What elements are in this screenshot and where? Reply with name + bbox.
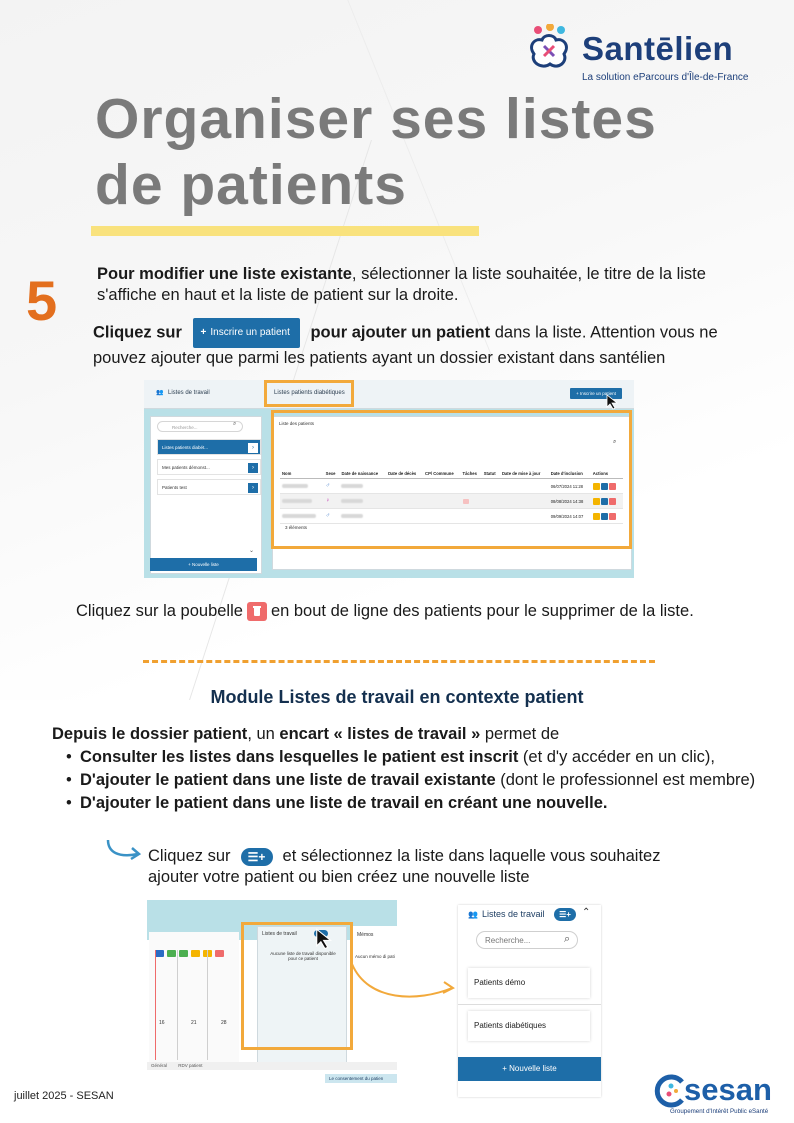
col-header: Actions bbox=[591, 456, 623, 479]
footer-date: juillet 2025 - SESAN bbox=[14, 1090, 114, 1102]
arrow-to-zoom-icon bbox=[348, 958, 460, 1008]
step-p2-bold: pour ajouter un patient bbox=[310, 323, 491, 342]
cell bbox=[482, 479, 500, 494]
task-icon bbox=[461, 494, 482, 509]
row-actions bbox=[591, 509, 623, 524]
module-intro bbox=[52, 724, 772, 745]
inscrire-patient-button[interactable] bbox=[193, 318, 300, 348]
screenshot-insert-button[interactable]: + Inscrire un patient bbox=[570, 388, 622, 399]
lock-icon[interactable] bbox=[601, 483, 608, 490]
lock-icon[interactable] bbox=[601, 513, 608, 520]
title-line-1: Organiser ses listes bbox=[95, 87, 657, 151]
module-bullets bbox=[60, 747, 780, 816]
zoomed-worklists-panel bbox=[458, 905, 601, 1097]
screenshot-search-input[interactable]: Recherche... bbox=[157, 421, 243, 432]
table-row[interactable] bbox=[280, 509, 623, 524]
step-number: 5 bbox=[26, 269, 58, 332]
inscrire-patient-label: Inscrire un patient bbox=[210, 327, 290, 338]
search-icon: ⌕ bbox=[564, 933, 571, 945]
patient-name-blurred bbox=[280, 494, 324, 509]
zoom-title: Listes de travail bbox=[482, 909, 545, 919]
santelien-logo bbox=[524, 20, 754, 90]
list-item bbox=[60, 793, 780, 814]
consent-banner[interactable]: Le consentement du patien bbox=[325, 1074, 397, 1083]
intro-bold-2: encart « listes de travail » bbox=[279, 725, 481, 743]
cell bbox=[386, 494, 423, 509]
step-p2-rest: dans la liste. Attention vous ne pouvez ajouter que parmi les patients ayant un dossier existant dans santélien bbox=[93, 323, 718, 367]
cell bbox=[461, 479, 482, 494]
cell bbox=[423, 509, 460, 524]
plus-icon: + bbox=[200, 327, 207, 338]
chevron-right-icon: › bbox=[248, 443, 258, 453]
bullet-bold: Consulter les listes dans lesquelles le patient est inscrit bbox=[80, 748, 519, 766]
step-paragraph-3 bbox=[76, 601, 791, 622]
section-divider bbox=[143, 660, 655, 663]
patient-name-blurred bbox=[280, 509, 324, 524]
bullet-bold: D'ajouter le patient dans une liste de travail en créant une nouvelle. bbox=[80, 794, 608, 812]
edit-icon[interactable] bbox=[593, 513, 600, 520]
new-list-button[interactable]: + Nouvelle liste bbox=[458, 1057, 601, 1081]
chevron-right-icon: › bbox=[248, 463, 258, 473]
santelien-logo-icon bbox=[524, 24, 576, 74]
cell bbox=[482, 509, 500, 524]
panel-title: Liste des patients bbox=[279, 421, 315, 426]
step-p3-post: en bout de ligne des patients pour le supprimer de la liste. bbox=[270, 602, 694, 620]
cell bbox=[423, 479, 460, 494]
birth-date-blurred bbox=[339, 509, 386, 524]
screenshot-list-sidebar bbox=[150, 416, 262, 574]
bullet-rest: (dont le professionnel est membre) bbox=[495, 771, 756, 789]
grid-line bbox=[207, 950, 208, 1060]
tab-general[interactable]: Général bbox=[151, 1063, 168, 1068]
toolbar-chip bbox=[215, 950, 224, 957]
screenshot-list-item[interactable] bbox=[157, 459, 261, 475]
title-line-2: de patients bbox=[95, 153, 407, 217]
patient-count: 3 éléments bbox=[285, 525, 308, 530]
cell bbox=[386, 509, 423, 524]
screenshot-list-item[interactable] bbox=[157, 479, 261, 495]
col-header: Date d'inclusion bbox=[549, 456, 591, 479]
birth-date-blurred bbox=[339, 494, 386, 509]
list-item bbox=[60, 770, 780, 791]
col-header: Date de mise à jour bbox=[500, 456, 549, 479]
module-heading: Module Listes de travail en contexte patient bbox=[210, 687, 584, 707]
screenshot-new-list-button[interactable]: + Nouvelle liste bbox=[150, 558, 257, 571]
divider bbox=[458, 1004, 601, 1005]
step-p1-rest: , sélectionner la liste souhaitée, le titre de la liste s'affiche en haut et la liste de patient sur la droite. bbox=[97, 265, 706, 304]
sesan-logo bbox=[654, 1072, 794, 1118]
chevron-up-icon[interactable]: ⌃ bbox=[582, 907, 591, 918]
list-item-label: Listes patients diabét... bbox=[162, 445, 209, 450]
memos-empty-text: Aucun mémo di pati bbox=[355, 954, 395, 959]
cell bbox=[500, 509, 549, 524]
list-item[interactable]: Patients diabétiques bbox=[468, 1011, 590, 1041]
highlight-worklists-panel bbox=[241, 922, 353, 1050]
toolbar-chip bbox=[167, 950, 176, 957]
day-label: 21 bbox=[191, 1020, 197, 1026]
search-icon[interactable]: ⌕ bbox=[613, 439, 617, 445]
search-icon: ⌕ bbox=[233, 421, 237, 427]
screenshot-topbar bbox=[144, 380, 634, 409]
cursor-icon bbox=[606, 394, 620, 410]
col-header: Sexe bbox=[324, 456, 340, 479]
day-label: 28 bbox=[221, 1020, 227, 1026]
trash-icon[interactable] bbox=[609, 513, 616, 520]
title-underline bbox=[91, 226, 479, 236]
sex-icon: ♀ bbox=[324, 494, 340, 509]
group-icon: 👥 bbox=[468, 910, 478, 919]
col-header: Statut bbox=[482, 456, 500, 479]
bullet-bold: D'ajouter le patient dans une liste de travail existante bbox=[80, 771, 496, 789]
cell bbox=[423, 494, 460, 509]
intro-rest: permet de bbox=[480, 725, 560, 743]
curved-arrow-icon bbox=[104, 838, 144, 862]
toolbar-chip bbox=[179, 950, 188, 957]
row-actions bbox=[591, 494, 623, 509]
lock-icon[interactable] bbox=[601, 498, 608, 505]
edit-icon[interactable] bbox=[593, 483, 600, 490]
list-item[interactable]: Patients démo bbox=[468, 968, 590, 998]
col-header: Date de décès bbox=[386, 456, 423, 479]
screenshot-list-editor bbox=[144, 380, 634, 578]
inclusion-date: 08/08/2024 14:38 bbox=[549, 494, 591, 509]
toolbar-chip bbox=[191, 950, 200, 957]
sex-icon: ♂ bbox=[324, 479, 340, 494]
trash-icon bbox=[247, 602, 267, 621]
add-to-list-icon: ☰+ bbox=[241, 848, 273, 866]
birth-date-blurred bbox=[339, 479, 386, 494]
toolbar-chip bbox=[155, 950, 164, 957]
list-item bbox=[60, 747, 780, 768]
step-p1-bold: Pour modifier une liste existante bbox=[97, 265, 352, 283]
cell bbox=[482, 494, 500, 509]
sex-icon: ♂ bbox=[324, 509, 340, 524]
screenshot-patient-table bbox=[280, 456, 623, 524]
list-item-label: Patients test bbox=[162, 485, 187, 490]
table-row[interactable] bbox=[280, 494, 623, 509]
day-label: 16 bbox=[159, 1020, 165, 1026]
hint-pre: Cliquez sur bbox=[148, 847, 231, 865]
intro-mid: , un bbox=[247, 725, 280, 743]
memos-title: Mémos bbox=[357, 932, 374, 938]
sesan-tagline: Groupement d'Intérêt Public eSanté bbox=[670, 1108, 769, 1115]
trash-icon[interactable] bbox=[609, 498, 616, 505]
add-to-list-button[interactable]: ☰+ bbox=[554, 908, 576, 921]
highlight-list-title bbox=[264, 380, 354, 407]
hint-rest: et sélectionnez la liste dans laquelle vous souhaitez ajouter votre patient ou bien créez une nouvelle liste bbox=[148, 847, 661, 886]
row-actions bbox=[591, 479, 623, 494]
today-line bbox=[155, 950, 156, 1060]
zoom-search-input[interactable]: Recherche... bbox=[476, 931, 578, 949]
inclusion-date: 06/07/2024 11:28 bbox=[549, 479, 591, 494]
cell bbox=[500, 494, 549, 509]
screenshot2-tabs bbox=[147, 1062, 397, 1070]
step-paragraph-1 bbox=[97, 264, 757, 306]
screenshot-left-title: Listes de travail bbox=[168, 390, 210, 396]
module-hint bbox=[148, 846, 708, 888]
list-item-label: Mes patients démonst... bbox=[162, 465, 210, 470]
chevron-right-icon: › bbox=[248, 483, 258, 493]
sesan-logo-icon bbox=[654, 1074, 688, 1108]
col-header: Nom bbox=[280, 456, 324, 479]
grid-line bbox=[177, 950, 178, 1060]
col-header: Tâches bbox=[461, 456, 482, 479]
bullet-rest: (et d'y accéder en un clic), bbox=[518, 748, 715, 766]
col-header: Date de naissance bbox=[339, 456, 386, 479]
table-row[interactable] bbox=[280, 479, 623, 494]
edit-icon[interactable] bbox=[593, 498, 600, 505]
intro-bold-1: Depuis le dossier patient bbox=[52, 725, 248, 743]
cell bbox=[461, 509, 482, 524]
step-p3-pre: Cliquez sur la poubelle bbox=[76, 602, 243, 620]
screenshot-list-title: Listes patients diabétiques bbox=[274, 390, 345, 396]
logo-tagline: La solution eParcours d'Île-de-France bbox=[582, 72, 749, 83]
tab-rdv-patient[interactable]: RDV patient bbox=[178, 1063, 203, 1068]
step-paragraph-2 bbox=[93, 318, 763, 369]
page-title bbox=[95, 86, 657, 218]
col-header: CP/ Commune bbox=[423, 456, 460, 479]
step-p2-pre: Cliquez sur bbox=[93, 323, 182, 342]
worklists-empty-text: Aucune liste de travail disponible pour ce patient bbox=[270, 951, 336, 961]
worklists-panel-title: Listes de travail bbox=[262, 931, 297, 937]
scroll-down-icon[interactable]: ⌄ bbox=[249, 548, 255, 554]
patient-name-blurred bbox=[280, 479, 324, 494]
cell bbox=[500, 479, 549, 494]
inclusion-date: 09/09/2024 14:07 bbox=[549, 509, 591, 524]
cell bbox=[386, 479, 423, 494]
trash-icon[interactable] bbox=[609, 483, 616, 490]
logo-wordmark: Santēlien bbox=[582, 30, 734, 67]
sesan-wordmark: sesan bbox=[684, 1072, 772, 1107]
screenshot-list-item[interactable] bbox=[157, 439, 261, 455]
listes-icon: 👥 bbox=[156, 390, 164, 396]
